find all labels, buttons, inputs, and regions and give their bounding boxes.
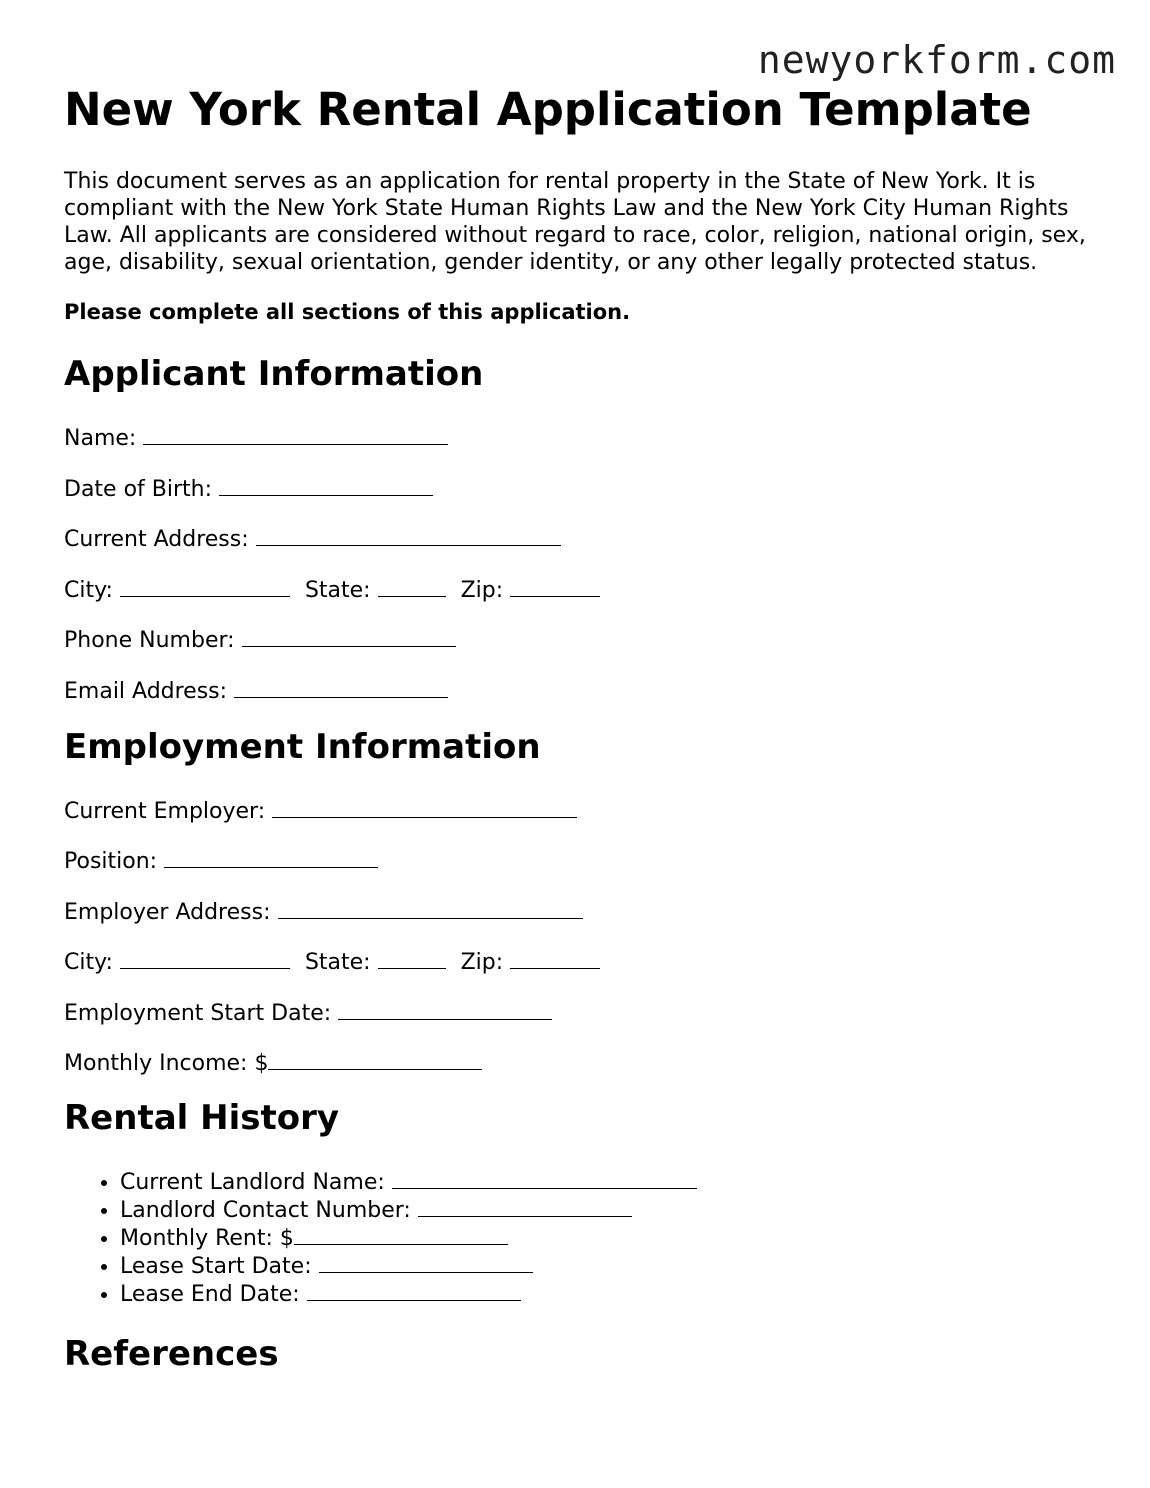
field-current-address: [64, 525, 1104, 553]
field-employer-city-state-zip: [64, 948, 1104, 976]
employer-state-blank[interactable]: [378, 948, 446, 969]
employer-zip-blank[interactable]: [510, 948, 600, 969]
section-heading-applicant: Applicant Information: [64, 354, 484, 394]
field-employment-start: [64, 999, 1104, 1027]
landlord-name-blank[interactable]: [392, 1168, 697, 1189]
page-title: New York Rental Application Template: [64, 83, 1032, 136]
section-heading-references: References: [64, 1334, 279, 1374]
list-item: [120, 1280, 1104, 1308]
field-label: City:: [64, 577, 113, 603]
field-employer: [64, 797, 1104, 825]
field-label: Lease End Date:: [120, 1282, 300, 1307]
name-blank[interactable]: [143, 424, 448, 445]
field-monthly-income: [64, 1049, 1104, 1077]
employer-blank[interactable]: [272, 797, 577, 818]
field-dob: [64, 475, 1104, 503]
field-city-state-zip: [64, 576, 1104, 604]
monthly-income-blank[interactable]: [268, 1049, 482, 1070]
field-label: Zip:: [460, 950, 504, 975]
field-label: Employment Start Date:: [64, 1000, 332, 1026]
field-label: Name:: [64, 426, 137, 451]
section-heading-employment: Employment Information: [64, 726, 541, 767]
field-label: Landlord Contact Number:: [120, 1198, 411, 1223]
section-heading-rental: Rental History: [64, 1098, 340, 1138]
field-position: [64, 847, 1104, 875]
employment-start-blank[interactable]: [338, 999, 552, 1020]
landlord-contact-blank[interactable]: [418, 1196, 632, 1217]
field-email: [64, 677, 1104, 705]
position-blank[interactable]: [164, 847, 378, 868]
list-item: [120, 1168, 1104, 1196]
employer-address-blank[interactable]: [278, 898, 583, 919]
list-item: [120, 1224, 1104, 1252]
email-blank[interactable]: [234, 677, 448, 698]
field-label: Current Employer:: [64, 798, 266, 824]
lease-end-blank[interactable]: [307, 1280, 521, 1301]
field-label: Current Landlord Name:: [120, 1170, 385, 1195]
field-label: City:: [64, 950, 113, 975]
field-label: Zip:: [460, 577, 504, 603]
lease-start-blank[interactable]: [319, 1252, 533, 1273]
field-label: Phone Number:: [64, 628, 235, 653]
field-label: Position:: [64, 849, 158, 874]
state-blank[interactable]: [378, 576, 446, 597]
field-label: State:: [304, 950, 371, 975]
list-item: [120, 1196, 1104, 1224]
completion-notice: Please complete all sections of this application.: [64, 300, 631, 324]
current-address-blank[interactable]: [256, 525, 561, 546]
field-phone: [64, 626, 1104, 654]
phone-blank[interactable]: [242, 626, 456, 647]
field-label: State:: [304, 577, 371, 603]
intro-paragraph: This document serves as an application for rental property in the State of New York. It is compliant with the New York State Human Rights Law and the New York City Human Rights Law. All applicants are considered without regard to race, color, religion, national origin, sex, age, disability, sexual orientation, gender identity, or any other legally protected status.: [64, 169, 1086, 275]
field-label: Current Address:: [64, 527, 249, 552]
city-blank[interactable]: [120, 576, 290, 597]
field-label: Lease Start Date:: [120, 1254, 312, 1279]
field-employer-address: [64, 898, 1104, 926]
field-label: Employer Address:: [64, 899, 271, 925]
monthly-rent-blank[interactable]: [294, 1224, 508, 1245]
document-body: [64, 80, 1104, 1374]
dob-blank[interactable]: [219, 475, 433, 496]
field-name: [64, 424, 1104, 452]
zip-blank[interactable]: [510, 576, 600, 597]
field-label: Monthly Income: $: [64, 1051, 269, 1076]
field-label: Monthly Rent: $: [120, 1226, 294, 1251]
employer-city-blank[interactable]: [120, 948, 290, 969]
site-watermark: newyorkform.com: [757, 38, 1116, 82]
rental-history-list: [64, 1168, 1104, 1308]
list-item: [120, 1252, 1104, 1280]
field-label: Email Address:: [64, 678, 228, 704]
field-label: Date of Birth:: [64, 476, 213, 502]
